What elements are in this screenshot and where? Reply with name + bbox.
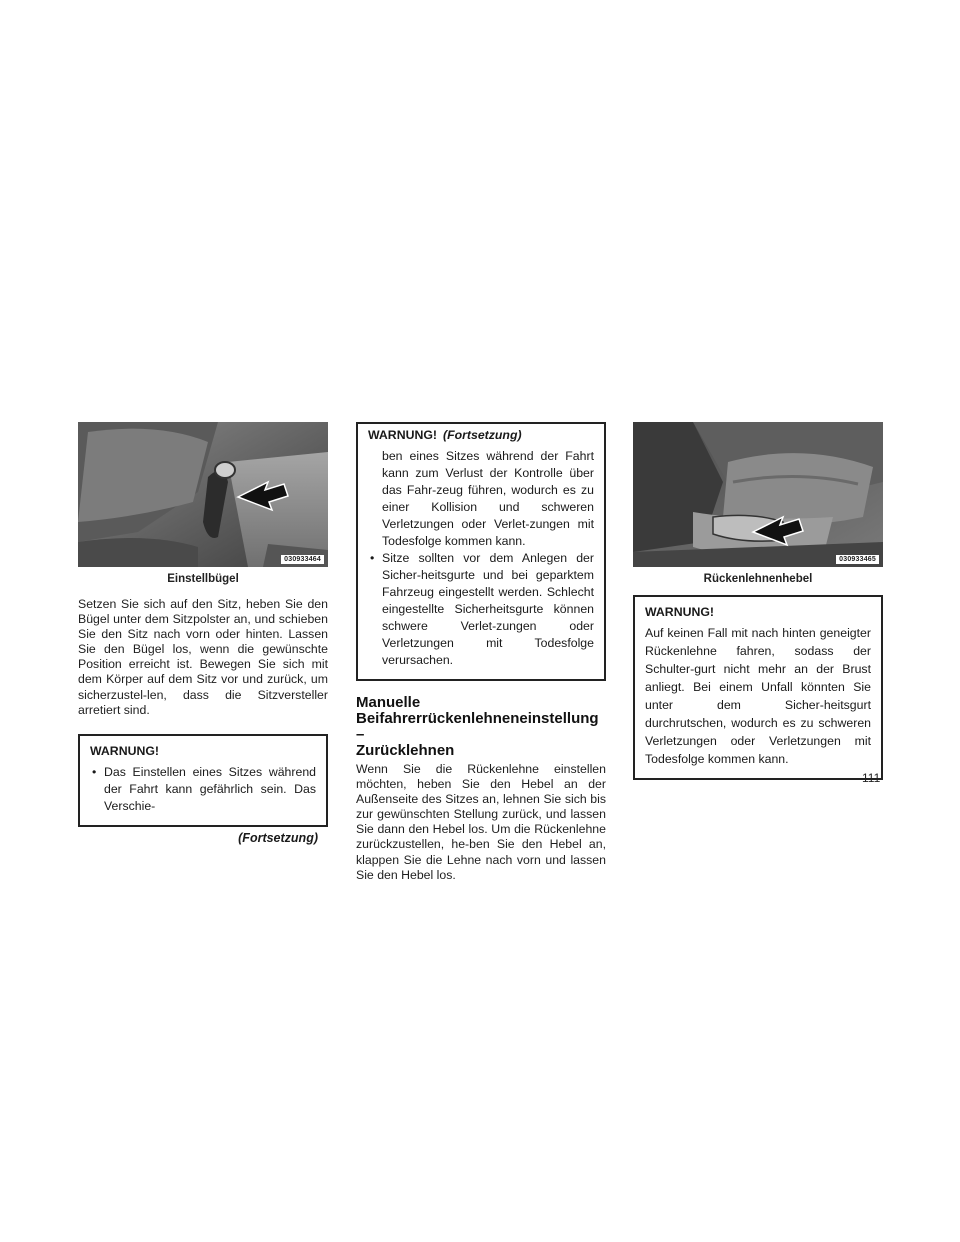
continued-label: (Fortsetzung) [238, 830, 318, 845]
middle-column [356, 422, 606, 883]
warning-title-text: WARNUNG! [368, 428, 437, 442]
section-heading [356, 695, 606, 759]
backrest-lever-illustration [633, 422, 883, 567]
warning-title [368, 428, 594, 442]
right-column [633, 422, 883, 780]
photo-reference-code: 030933464 [281, 555, 324, 564]
photo-reference-code: 030933465 [836, 555, 879, 564]
warning-bullet-text: Das Einstellen eines Sitzes während der Fahrt kann gefährlich sein. Das Verschie- [104, 764, 316, 813]
warning-text: Auf keinen Fall mit nach hinten geneigter Rückenlehne fahren, sodass der Schulter-gurt nicht mehr an der Brust anliegt. Bei einem Unfall könnten Sie unter dem Sicher-heitsgurt durchrutschen, wodurch es zu schweren Verletzungen oder Verletzungen mit Todesfolge kommen kann. [645, 626, 871, 766]
warning-bullet-item [90, 764, 316, 815]
backrest-lever-photo [633, 422, 883, 567]
warning-bullet-list [90, 764, 316, 815]
section-heading-line: Beifahrerrückenlehneneinstellung – [356, 710, 599, 743]
photo-caption: Einstellbügel [167, 573, 239, 585]
photo-caption: Rückenlehnenhebel [703, 573, 813, 585]
warning-title: WARNUNG! [645, 605, 714, 619]
seat-adjust-bar-photo [78, 422, 328, 567]
seat-adjust-instructions: Setzen Sie sich auf den Sitz, heben Sie den Bügel unter dem Sitzpolster an, und schieben Sie den Sitz nach vorn oder hinten. Lassen Sie den Bügel los, wenn die gewünschte Position erreicht ist. Bewegen Sie sich mit dem Körper auf dem Sitz vor und zurück, um sicherzustel-len, dass die Sitzversteller arretiert sind. [78, 597, 328, 717]
bullet-icon: • [92, 764, 97, 779]
seat-adjust-bar-illustration [78, 422, 328, 567]
warning-bullet-item [368, 550, 594, 669]
warning-continued-label: (Fortsetzung) [443, 428, 522, 442]
warning-box [633, 595, 883, 780]
backrest-adjust-instructions: Wenn Sie die Rückenlehne einstellen möchten, heben Sie den Hebel an der Außenseite des Sitzes an, lehnen Sie sich bis zur gewünschten Stellung zurück, und lassen Sie dann den Hebel los. Um die Rückenlehne zurückzustellen, he-ben Sie den Hebel an, klappen Sie die Lehne nach vorn und lassen Sie den Hebel los. [356, 762, 606, 882]
page-number: 111 [862, 771, 881, 785]
warning-bullet-list [368, 550, 594, 669]
warning-continued-text: ben eines Sitzes während der Fahrt kann zum Verlust der Kontrolle über das Fahr-zeug führen, wodurch es zu einer Kollision und schweren Verletzungen oder Verlet-zungen mit Todesfolge kommen kann. [382, 449, 594, 548]
warning-box [78, 734, 328, 827]
bullet-icon: • [370, 551, 375, 565]
left-column [78, 422, 328, 845]
warning-title: WARNUNG! [90, 743, 159, 758]
warning-bullet-text: Sitze sollten vor dem Anlegen der Sicher-heitsgurte und bei geparktem Fahrzeug eingestellt werden. Schlecht eingestellte Sicherheitsgurte können schwere Verlet-zungen oder Verletzungen mit Todesfolge verursachen. [382, 551, 594, 667]
warning-box-continued [356, 422, 606, 681]
section-heading-line: Manuelle [356, 694, 421, 711]
section-heading-line: Zurücklehnen [356, 742, 455, 759]
